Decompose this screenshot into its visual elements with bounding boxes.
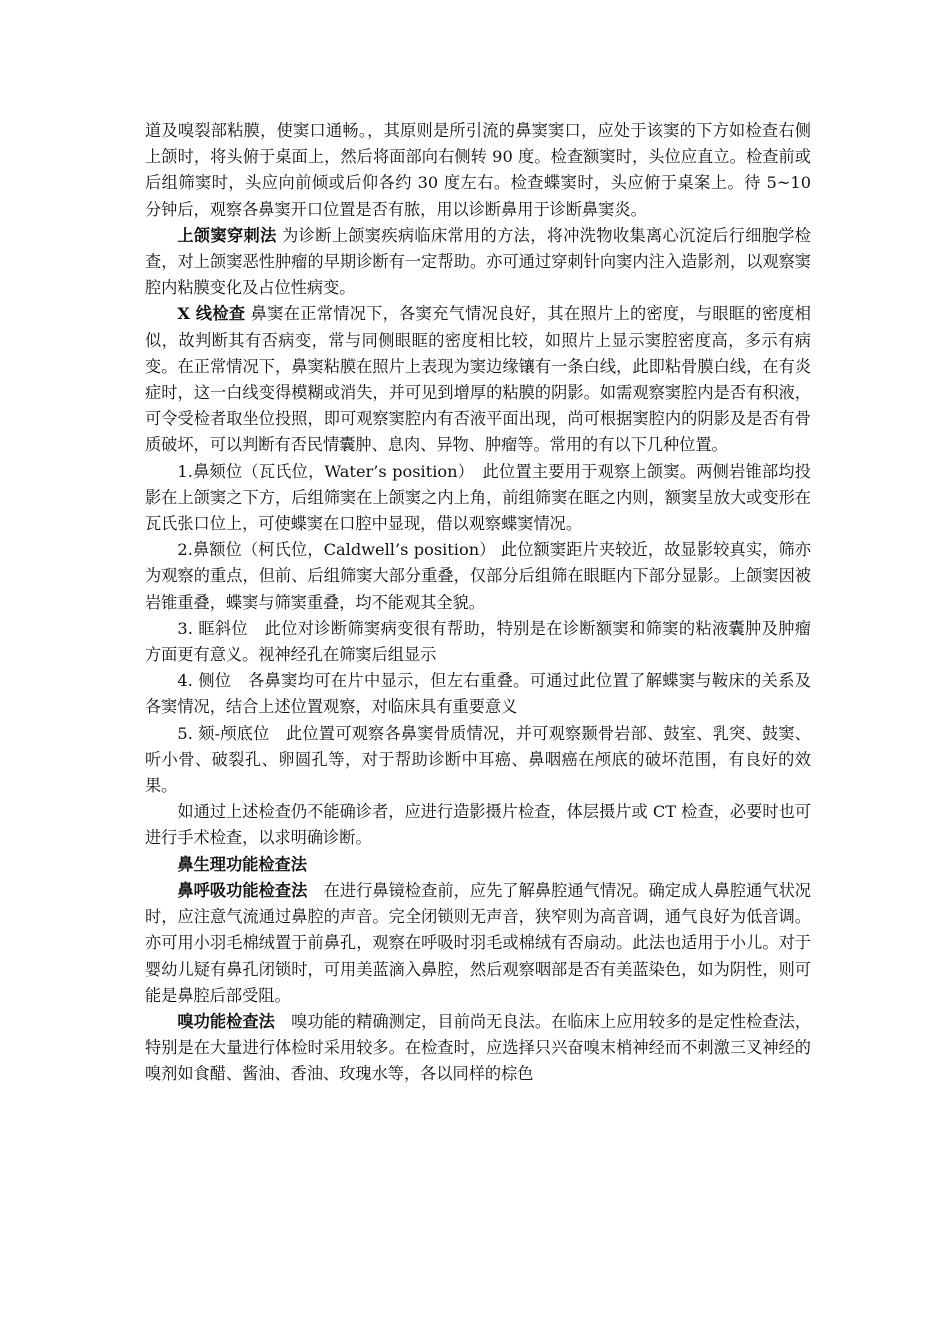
heading-nasal-physiology: 鼻生理功能检查法 xyxy=(177,854,307,874)
paragraph-position-5 xyxy=(145,721,811,800)
paragraph-maxillary-puncture xyxy=(145,223,811,302)
heading-olfaction: 嗅功能检查法 xyxy=(177,1011,275,1031)
paragraph-position-2-text: 2.鼻额位（柯氏位，Caldwell’s position） 此位额窦距片夹较近，故显影较真实，筛亦为观察的重点，但前、后组筛窦大部分重叠，仅部分后组筛在眼眶内下部分显影。上颌窦因被岩锥重叠，蝶窦与筛窦重叠，均不能观其全貌。 xyxy=(145,540,811,612)
paragraph-position-4 xyxy=(145,668,811,720)
paragraph-respiration xyxy=(145,878,811,1009)
paragraph-position-4-text: 4. 侧位 各鼻窦均可在片中显示，但左右重叠。可通过此位置了解蝶窦与鞍床的关系及各窦情况，结合上述位置观察，对临床具有重要意义 xyxy=(145,671,811,717)
paragraph-1 xyxy=(145,118,811,223)
paragraph-1-text: 道及嗅裂部粘膜，使窦口通畅。，其原则是所引流的鼻窦窦口，应处于该窦的下方如检查右侧上颌时，将头俯于桌面上，然后将面部向右侧转 90 度。检查额窦时，头位应直立。检查前或后组筛窦时，头应向前倾或后仰各约 30 度左右。检查蝶窦时，头应俯于桌案上。待 5~10 分钟后，观察各鼻窦开口位置是否有脓，用以诊断鼻用于诊断鼻窦炎。 xyxy=(145,121,811,219)
document-body xyxy=(145,118,811,1088)
paragraph-position-3 xyxy=(145,616,811,668)
paragraph-maxillary-puncture-text: 为诊断上颌窦疾病临床常用的方法，将冲洗物收集离心沉淀后行细胞学检查，对上颌窦恶性肿瘤的早期诊断有一定帮助。亦可通过穿刺针向窦内注入造影剂，以观察窦腔内粘膜变化及占位性病变。 xyxy=(145,225,811,298)
section-heading-nasal-physiology xyxy=(145,852,811,878)
paragraph-position-2 xyxy=(145,537,811,616)
paragraph-xray-text: 鼻窦在正常情况下，各窦充气情况良好，其在照片上的密度，与眼眶的密度相似，故判断其有否病变，常与同侧眼眶的密度相比较，如照片上显示窦腔密度高，多示有病变。在正常情况下，鼻窦粘膜在照片上表现为窦边缘镶有一条白线，此即粘骨膜白线，在有炎症时，这一白线变得模糊或消失，并可见到增厚的粘膜的阴影。如需观察窦腔内是否有积液，可令受检者取坐位投照，即可观察窦腔内有否液平面出现，尚可根据窦腔内的阴影及是否有骨质破坏，可以判断有否民情囊肿、息肉、异物、肿瘤等。常用的有以下几种位置。 xyxy=(145,304,811,455)
paragraph-further-exam xyxy=(145,799,811,851)
paragraph-respiration-text: 在进行鼻镜检查前，应先了解鼻腔通气情况。确定成人鼻腔通气状况时，应注意气流通过鼻腔的声音。完全闭锁则无声音，狭窄则为高音调，通气良好为低音调。亦可用小羽毛棉绒置于前鼻孔，观察在呼吸时羽毛或棉绒有否扇动。此法也适用于小儿。对于婴幼儿疑有鼻孔闭锁时，可用美蓝滴入鼻腔，然后观察咽部是否有美蓝染色，如为阴性，则可能是鼻腔后部受阻。 xyxy=(145,880,811,1005)
heading-respiration: 鼻呼吸功能检查法 xyxy=(177,880,308,900)
paragraph-position-1-text: 1.鼻颏位（瓦氏位，Water’s position） 此位置主要用于观察上颌窦。两侧岩锥部均投影在上颌窦之下方，后组筛窦在上颌窦之内上角，前组筛窦在眶之内则，额窦呈放大或变形在瓦氏张口位上，可使蝶窦在口腔中显现，借以观察蝶窦情况。 xyxy=(145,461,811,534)
paragraph-position-5-text: 5. 颏-颅底位 此位置可观察各鼻窦骨质情况，并可观察颞骨岩部、鼓室、乳突、鼓窦、听小骨、破裂孔、卵圆孔等，对于帮助诊断中耳癌、鼻咽癌在颅底的破坏范围，有良好的效果。 xyxy=(145,723,811,796)
paragraph-position-1 xyxy=(145,459,811,538)
paragraph-xray xyxy=(145,301,811,458)
paragraph-further-exam-text: 如通过上述检查仍不能确诊者，应进行造影摄片检查，体层摄片或 CT 检查，必要时也可进行手术检查，以求明确诊断。 xyxy=(145,802,811,848)
heading-xray: X 线检查 xyxy=(177,304,246,324)
paragraph-position-3-text: 3. 眶斜位 此位对诊断筛窦病变很有帮助，特别是在诊断额窦和筛窦的粘液囊肿及肿瘤方面更有意义。视神经孔在筛窦后组显示 xyxy=(145,618,811,665)
heading-maxillary-puncture: 上颌窦穿刺法 xyxy=(177,225,277,245)
paragraph-olfaction xyxy=(145,1009,811,1088)
paragraph-olfaction-text: 嗅功能的精确测定，目前尚无良法。在临床上应用较多的是定性检查法，特别是在大量进行体检时采用较多。在检查时，应选择只兴奋嗅末梢神经而不刺激三叉神经的嗅剂如食醋、酱油、香油、玫瑰水等，各以同样的棕色 xyxy=(145,1011,812,1084)
